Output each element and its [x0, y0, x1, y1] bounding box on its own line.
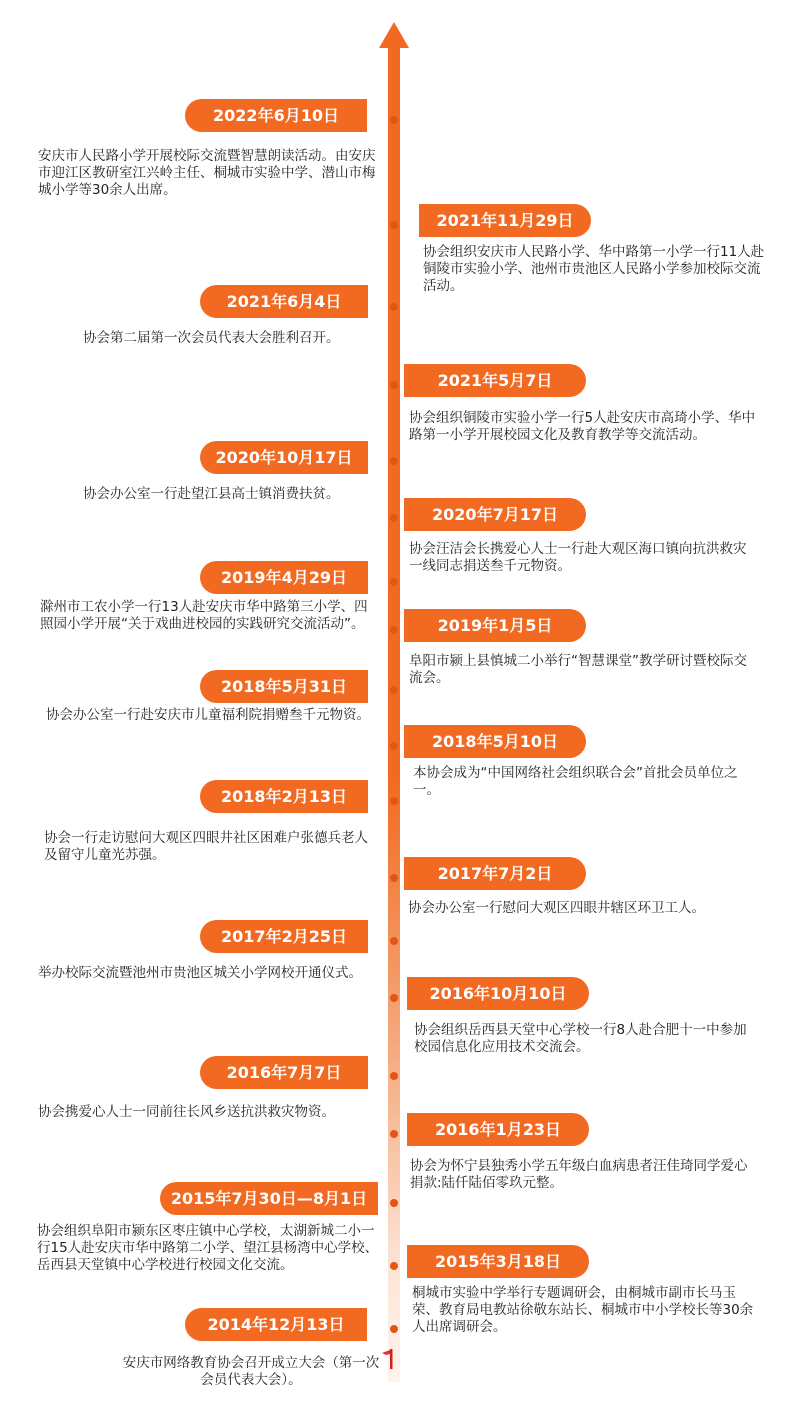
- timeline-dot: [390, 1130, 398, 1138]
- timeline-dot: [390, 221, 398, 229]
- event-description: 举办校际交流暨池州市贵池区城关小学网校开通仪式。: [38, 965, 362, 981]
- event-description: 协会办公室一行慰问大观区四眼井辖区环卫工人。: [408, 900, 705, 916]
- timeline-dot: [390, 1072, 398, 1080]
- timeline-dot: [390, 1199, 398, 1207]
- event-date-badge: 2017年2月25日: [200, 920, 368, 953]
- event-description: 协会第二届第一次会员代表大会胜利召开。: [83, 330, 340, 346]
- event-date-badge: 2014年12月13日: [185, 1308, 367, 1341]
- timeline-dot: [390, 874, 398, 882]
- event-description: 协会组织阜阳市颍东区枣庄镇中心学校，太湖新城二小一行15人赴安庆市华中路第二小学、望江县杨湾中心学校、岳西县天堂镇中心学校进行校园文化交流。: [37, 1223, 379, 1273]
- timeline-dot: [390, 1325, 398, 1333]
- event-date-badge: 2019年4月29日: [200, 561, 368, 594]
- event-description: 协会组织铜陵市实验小学一行5人赴安庆市高琦小学、华中路第一小学开展校园文化及教育教学等交流活动。: [409, 410, 756, 443]
- event-date-badge: 2015年7月30日—8月1日: [160, 1182, 378, 1215]
- event-date-badge: 2016年10月10日: [407, 977, 589, 1010]
- event-date-badge: 2015年3月18日: [407, 1245, 589, 1278]
- timeline-dot: [390, 303, 398, 311]
- event-date-badge: 2017年7月2日: [404, 857, 586, 890]
- timeline-dot: [390, 937, 398, 945]
- timeline-dot: [390, 514, 398, 522]
- event-description: 协会组织安庆市人民路小学、华中路第一小学一行11人赴铜陵市实验小学、池州市贵池区人民路小学参加校际交流活动。: [423, 244, 765, 294]
- event-date-badge: 2021年5月7日: [404, 364, 586, 397]
- timeline-dot: [390, 686, 398, 694]
- event-description: 安庆市网络教育协会召开成立大会（第一次会员代表大会）。: [122, 1355, 380, 1388]
- event-description: 协会为怀宁县独秀小学五年级白血病患者汪佳琦同学爱心捐款:陆仟陆佰零玖元整。: [410, 1158, 748, 1191]
- event-date-badge: 2022年6月10日: [185, 99, 367, 132]
- event-date-badge: 2016年1月23日: [407, 1113, 589, 1146]
- event-date-badge: 2020年7月17日: [404, 498, 586, 531]
- event-date-badge: 2018年2月13日: [200, 780, 368, 813]
- timeline-dot: [390, 742, 398, 750]
- timeline-dot: [390, 457, 398, 465]
- timeline-dot: [390, 1262, 398, 1270]
- timeline-dot: [390, 994, 398, 1002]
- event-description: 协会携爱心人士一同前往长风乡送抗洪救灾物资。: [38, 1104, 335, 1120]
- event-description: 阜阳市颍上县慎城二小举行“智慧课堂”教学研讨暨校际交流会。: [409, 653, 747, 686]
- timeline-axis: [388, 40, 400, 1382]
- flag-icon: [380, 1349, 396, 1369]
- timeline-dot: [390, 578, 398, 586]
- event-description: 协会办公室一行赴望江县高士镇消费扶贫。: [83, 486, 340, 502]
- timeline-dot: [390, 797, 398, 805]
- event-description: 本协会成为“中国网络社会组织联合会”首批会员单位之一。: [413, 765, 738, 798]
- event-description: 安庆市人民路小学开展校际交流暨智慧朗读活动。由安庆市迎江区教研室江兴岭主任、桐城市实验中学、潜山市梅城小学等30余人出席。: [38, 148, 376, 198]
- event-date-badge: 2018年5月10日: [404, 725, 586, 758]
- timeline-dot: [390, 626, 398, 634]
- event-description: 协会组织岳西县天堂中心学校一行8人赴合肥十一中参加校园信息化应用技术交流会。: [414, 1022, 747, 1055]
- event-description: 滁州市工农小学一行13人赴安庆市华中路第三小学、四照园小学开展“关于戏曲进校园的实践研究交流活动”。: [40, 599, 368, 632]
- arrow-up-icon: [379, 22, 409, 48]
- event-description: 协会办公室一行赴安庆市儿童福利院捐赠叁千元物资。: [46, 707, 370, 723]
- event-description: 协会汪洁会长携爱心人士一行赴大观区海口镇向抗洪救灾一线同志捐送叁千元物资。: [409, 541, 747, 574]
- event-date-badge: 2018年5月31日: [200, 670, 368, 703]
- event-date-badge: 2019年1月5日: [404, 609, 586, 642]
- event-date-badge: 2020年10月17日: [200, 441, 368, 474]
- event-date-badge: 2021年6月4日: [200, 285, 368, 318]
- event-date-badge: 2021年11月29日: [419, 204, 591, 237]
- timeline-dot: [390, 381, 398, 389]
- timeline-dot: [390, 116, 398, 124]
- event-date-badge: 2016年7月7日: [200, 1056, 368, 1089]
- event-description: 协会一行走访慰问大观区四眼井社区困难户张德兵老人及留守儿童光苏强。: [44, 830, 368, 863]
- event-description: 桐城市实验中学举行专题调研会，由桐城市副市长马玉荣、教育局电教站徐敬东站长、桐城市中小学校长等30余人出席调研会。: [412, 1285, 754, 1335]
